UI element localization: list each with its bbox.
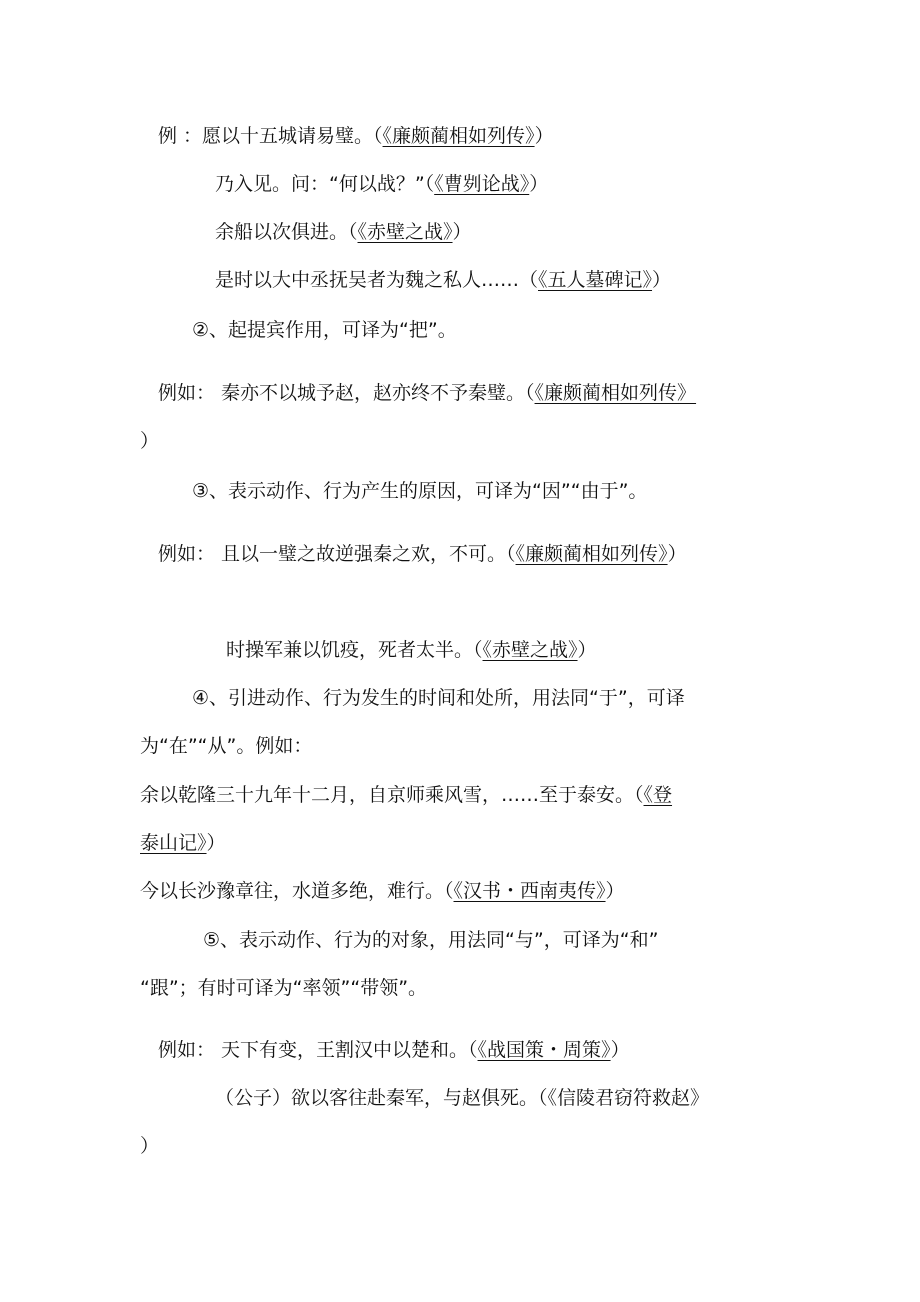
example-text: 是时以大中丞抚吴者为魏之私人……（ bbox=[215, 269, 539, 291]
closing-paren: ） bbox=[534, 125, 554, 147]
example-line-3 bbox=[215, 219, 472, 245]
example-text: 乃入见。问：“何以战？”（ bbox=[215, 173, 435, 195]
source-title: 《廉颇蔺相如列传》 bbox=[534, 382, 697, 404]
example-text: 例 ：愿以十五城请易璧。（ bbox=[158, 125, 383, 147]
example-text: 余以乾隆三十九年十二月，自京师乘风雪，……至于泰安。（ bbox=[140, 784, 644, 806]
usage-heading-3 bbox=[192, 478, 647, 504]
example-text: 例如： 秦亦不以城予赵，赵亦终不予秦璧。（ bbox=[158, 382, 535, 404]
closing-paren: ） bbox=[652, 269, 672, 291]
example-text: 余船以次俱进。（ bbox=[215, 221, 358, 243]
closing-paren: ） bbox=[140, 1135, 160, 1157]
continuation-line bbox=[140, 428, 159, 454]
example-text: 时操军兼以饥疫，死者太半。（ bbox=[226, 639, 483, 661]
example-text: 例如： 天下有变，王割汉中以楚和。（ bbox=[158, 1039, 478, 1061]
source-title: 泰山记》 bbox=[140, 832, 207, 854]
heading-text: “跟”；有时可译为“率领”“带领”。 bbox=[140, 977, 428, 999]
source-title: 《战国策・周策》 bbox=[477, 1039, 611, 1061]
example-line-11 bbox=[215, 1085, 709, 1111]
source-title: 《曹刿论战》 bbox=[434, 173, 530, 195]
source-title: 《登 bbox=[643, 784, 673, 806]
example-text: （公子）欲以客往赴秦军，与赵俱死。（《信陵君窃符救赵》 bbox=[215, 1087, 710, 1109]
usage-heading-2 bbox=[192, 317, 457, 343]
heading-text: ⑤、表示动作、行为的对象，用法同“与”，可译为“和” bbox=[203, 929, 659, 951]
example-text: 今以长沙豫章往，水道多绝，难行。（ bbox=[140, 880, 454, 902]
example-text: 例如： 且以一璧之故逆强秦之欢，不可。（ bbox=[158, 543, 516, 565]
continuation-line bbox=[140, 1133, 159, 1159]
usage-heading-5-continued bbox=[140, 975, 427, 1001]
closing-paren: ） bbox=[577, 639, 597, 661]
source-title: 《赤壁之战》 bbox=[482, 639, 578, 661]
closing-paren: ） bbox=[610, 1039, 630, 1061]
example-line-10 bbox=[158, 1037, 630, 1063]
example-line-4 bbox=[215, 267, 671, 293]
example-line-8 bbox=[140, 782, 672, 808]
closing-paren: ） bbox=[529, 173, 549, 195]
source-title: 《廉颇蔺相如列传》 bbox=[515, 543, 668, 565]
example-line-8-continued bbox=[140, 830, 226, 856]
example-line-5 bbox=[158, 380, 696, 406]
example-line-1 bbox=[158, 123, 554, 149]
source-title: 《廉颇蔺相如列传》 bbox=[382, 125, 535, 147]
example-line-2 bbox=[215, 171, 548, 197]
heading-text: ④、引进动作、行为发生的时间和处所，用法同“于”，可译 bbox=[192, 687, 685, 709]
example-line-7 bbox=[226, 637, 597, 663]
heading-text: ②、起提宾作用，可译为“把”。 bbox=[192, 319, 457, 341]
closing-paren: ） bbox=[452, 221, 472, 243]
closing-paren: ） bbox=[206, 832, 226, 854]
example-line-6 bbox=[158, 541, 687, 567]
heading-text: 为“在”“从”。例如： bbox=[140, 735, 313, 757]
usage-heading-5 bbox=[203, 927, 658, 953]
usage-heading-4-continued bbox=[140, 733, 312, 759]
closing-paren: ） bbox=[140, 430, 160, 452]
usage-heading-4 bbox=[192, 685, 685, 711]
example-line-9 bbox=[140, 878, 625, 904]
closing-paren: ） bbox=[667, 543, 687, 565]
closing-paren: ） bbox=[605, 880, 625, 902]
source-title: 《五人墓碑记》 bbox=[538, 269, 653, 291]
source-title: 《汉书・西南夷传》 bbox=[453, 880, 606, 902]
source-title: 《赤壁之战》 bbox=[357, 221, 453, 243]
heading-text: ③、表示动作、行为产生的原因，可译为“因”“由于”。 bbox=[192, 480, 648, 502]
